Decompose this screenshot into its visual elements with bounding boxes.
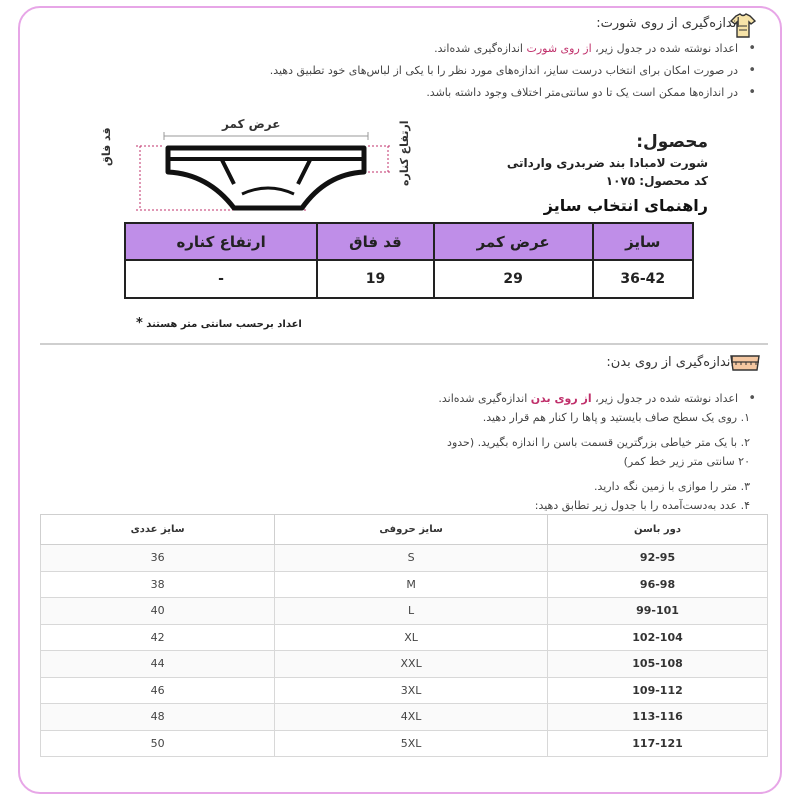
- briefs-diagram: [96, 128, 416, 218]
- highlight-text: از روی شورت: [526, 42, 592, 55]
- table-row: [41, 730, 768, 757]
- table-row: [41, 571, 768, 598]
- shorts-notes: [60, 38, 760, 104]
- header-side: ارتفاع کناره: [125, 223, 317, 260]
- cell-crotch: 19: [317, 260, 434, 298]
- step-item: ۲۰ سانتی متر زیر خط کمر): [623, 455, 750, 468]
- header-waist: عرض کمر: [434, 223, 593, 260]
- cell-numeric-size: 46: [41, 677, 275, 704]
- cell-size: 36-42: [593, 260, 693, 298]
- body-size-table: [40, 514, 768, 757]
- section-divider: [40, 343, 768, 345]
- cell-waist: 29: [434, 260, 593, 298]
- cell-numeric-size: 50: [41, 730, 275, 757]
- step-item: ۴. عدد به‌دست‌آمده را با جدول زیر تطابق دهید:: [534, 499, 750, 512]
- cell-hip: 92-95: [548, 545, 768, 572]
- table-row: [41, 598, 768, 625]
- step-item: ۲. با یک متر خیاطی بزرگترین قسمت باسن را اندازه بگیرید. (حدود: [447, 436, 750, 449]
- table-header-row: [125, 223, 693, 260]
- cell-hip: 113-116: [548, 704, 768, 731]
- size-guide-title: راهنمای انتخاب سایز: [543, 196, 708, 215]
- cell-letter-size: M: [275, 571, 548, 598]
- cell-hip: 99-101: [548, 598, 768, 625]
- table-row: [125, 260, 693, 298]
- header-hip: دور باسن: [548, 515, 768, 545]
- note-item: • در صورت امکان برای انتخاب درست سایز، اندازه‌های مورد نظر را با یکی از لباس‌های خود تطبیق دهید.: [60, 60, 760, 82]
- note-item: • اعداد نوشته شده در جدول زیر، از روی شورت اندازه‌گیری شده‌اند.: [60, 38, 760, 60]
- cell-letter-size: S: [275, 545, 548, 572]
- step-item: ۳. متر را موازی با زمین نگه دارید.: [593, 480, 750, 493]
- header-numeric-size: سایز عددی: [41, 515, 275, 545]
- cell-hip: 117-121: [548, 730, 768, 757]
- waist-label: عرض کمر: [222, 117, 281, 131]
- table-row: [41, 704, 768, 731]
- header-crotch: قد فاق: [317, 223, 434, 260]
- units-footnote: اعداد برحسب سانتی متر هستند *: [136, 316, 302, 331]
- body-notes: [60, 388, 760, 410]
- table-row: [41, 545, 768, 572]
- section-title-body: اندازه‌گیری از روی بدن:: [606, 355, 734, 370]
- cell-letter-size: 3XL: [275, 677, 548, 704]
- note-item: • اعداد نوشته شده در جدول زیر، از روی بدن اندازه‌گیری شده‌اند.: [60, 388, 760, 410]
- step-item: ۱. روی یک سطح صاف بایستید و پاها را کنار هم قرار دهید.: [482, 411, 750, 424]
- cell-hip: 109-112: [548, 677, 768, 704]
- product-title: محصول:: [636, 132, 708, 152]
- cell-letter-size: L: [275, 598, 548, 625]
- table-row: [41, 624, 768, 651]
- cell-letter-size: 5XL: [275, 730, 548, 757]
- cell-numeric-size: 40: [41, 598, 275, 625]
- cell-letter-size: 4XL: [275, 704, 548, 731]
- cell-hip: 102-104: [548, 624, 768, 651]
- cell-numeric-size: 42: [41, 624, 275, 651]
- cell-letter-size: XL: [275, 624, 548, 651]
- cell-numeric-size: 38: [41, 571, 275, 598]
- product-name: شورت لامبادا بند ضربدری وارداتی: [506, 156, 708, 170]
- crotch-label: قد فاق: [100, 127, 113, 166]
- note-item: • در اندازه‌ها ممکن است یک تا دو سانتی‌متر اختلاف وجود داشته باشد.: [60, 82, 760, 104]
- cell-numeric-size: 44: [41, 651, 275, 678]
- header-letter-size: سایز حروفی: [275, 515, 548, 545]
- product-info: [507, 132, 708, 188]
- cell-side: -: [125, 260, 317, 298]
- side-height-label: ارتفاع کناره: [398, 120, 411, 186]
- measure-steps: [60, 408, 760, 515]
- cell-hip: 96-98: [548, 571, 768, 598]
- table-row: [41, 651, 768, 678]
- cell-numeric-size: 48: [41, 704, 275, 731]
- cell-hip: 105-108: [548, 651, 768, 678]
- cell-numeric-size: 36: [41, 545, 275, 572]
- size-guide-table: [124, 222, 694, 299]
- cell-letter-size: XXL: [275, 651, 548, 678]
- table-row: [41, 677, 768, 704]
- product-code: کد محصول: ۱۰۷۵: [605, 174, 708, 188]
- highlight-text: از روی بدن: [530, 392, 592, 405]
- header-size: سایز: [593, 223, 693, 260]
- table-header-row: [41, 515, 768, 545]
- section-title-shorts: اندازه‌گیری از روی شورت:: [596, 16, 740, 31]
